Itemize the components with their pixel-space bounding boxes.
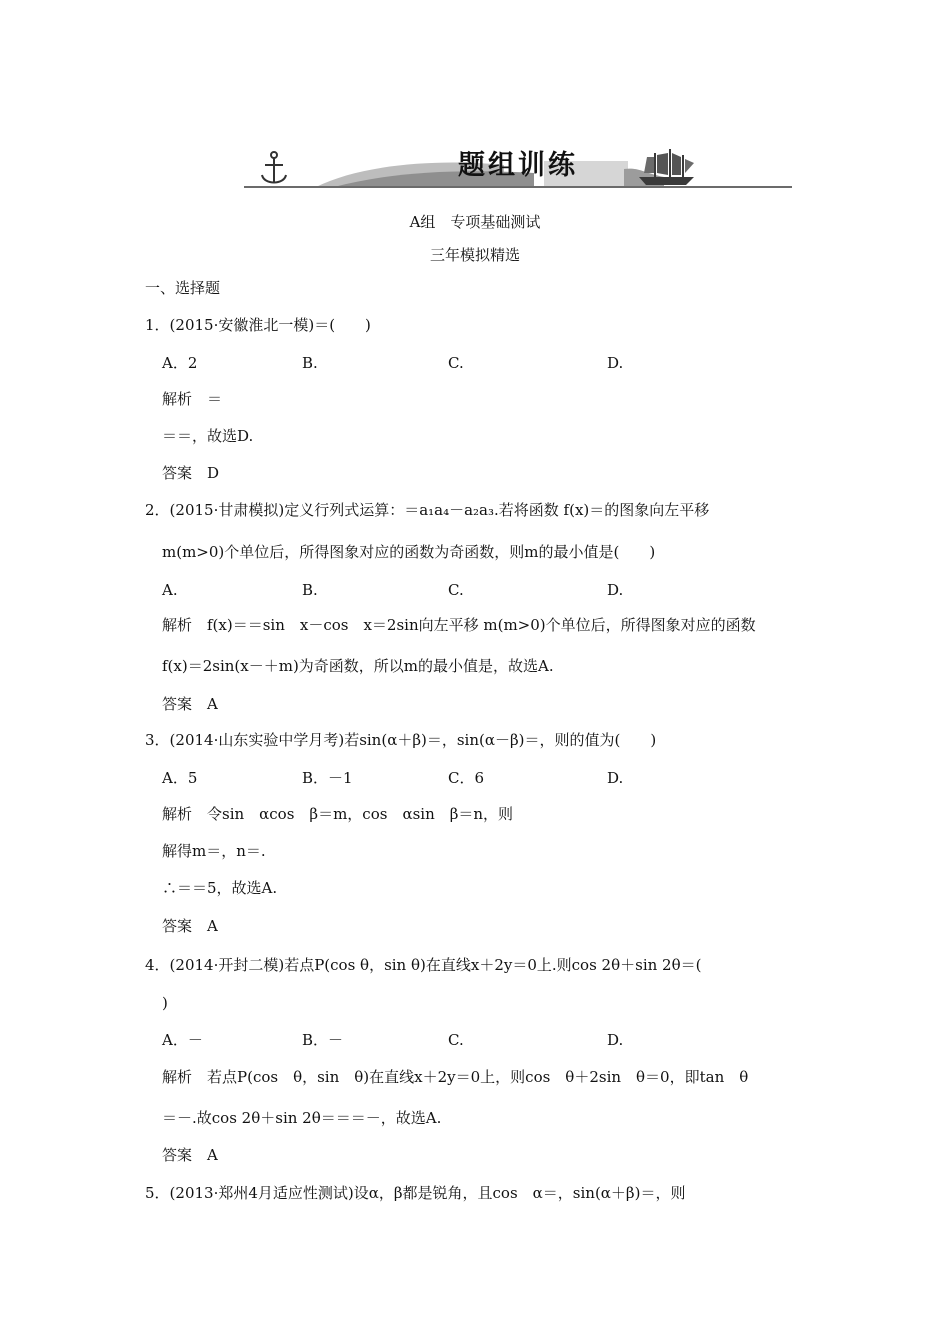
analysis-line: 解析 ＝ xyxy=(162,390,223,408)
analysis-line: ∴＝＝5，故选A. xyxy=(162,879,278,897)
group-title: A组 专项基础测试 xyxy=(409,213,541,231)
answer-line: 答案 A xyxy=(162,695,218,713)
answer-line: 答案 A xyxy=(162,917,218,935)
option-c: C. xyxy=(448,1031,464,1049)
option-d: D. xyxy=(607,1031,624,1049)
section-banner xyxy=(244,143,792,193)
analysis-line: ＝＝，故选D. xyxy=(162,427,254,445)
question-stem: 5．(2013·郑州4月适应性测试)设α，β都是锐角，且cos α＝，sin(α＋β)＝，则 xyxy=(145,1184,686,1202)
option-a: A. xyxy=(162,581,178,599)
option-a: A．－ xyxy=(162,1031,203,1049)
analysis-line: 解析 若点P(cos θ，sin θ)在直线x＋2y＝0上，则cos θ＋2sin θ＝0，即tan θ xyxy=(162,1068,749,1086)
option-b: B. xyxy=(302,581,318,599)
analysis-line: f(x)＝2sin(x－＋m)为奇函数，所以m的最小值是，故选A. xyxy=(162,657,554,675)
subtitle: 三年模拟精选 xyxy=(429,246,520,264)
option-c: C. xyxy=(448,354,464,372)
analysis-line: 解析 f(x)＝＝sin x－cos x＝2sin向左平移 m(m>0)个单位后，所得图象对应的函数 xyxy=(162,616,756,634)
option-d: D. xyxy=(607,581,624,599)
option-a: A．5 xyxy=(162,769,198,787)
question-stem: 3．(2014·山东实验中学月考)若sin(α＋β)＝，sin(α－β)＝，则的值为( ) xyxy=(145,731,657,749)
option-b: B．－ xyxy=(302,1031,344,1049)
analysis-line: 解析 令sin αcos β＝m，cos αsin β＝n，则 xyxy=(162,805,514,823)
option-c: C. xyxy=(448,581,464,599)
option-a: A．2 xyxy=(162,354,198,372)
option-c: C．6 xyxy=(448,769,485,787)
question-stem: ) xyxy=(162,994,168,1012)
question-stem: 2．(2015·甘肃模拟)定义行列式运算：＝a₁a₄－a₂a₃.若将函数 f(x)＝的图象向左平移 xyxy=(145,501,710,519)
option-d: D. xyxy=(607,354,624,372)
analysis-line: 解得m＝，n＝. xyxy=(162,842,266,860)
banner-title: 题组训练 xyxy=(458,150,578,181)
section-title: 一、选择题 xyxy=(145,279,221,297)
option-d: D. xyxy=(607,769,624,787)
answer-line: 答案 D xyxy=(162,464,220,482)
question-stem: 1．(2015·安徽淮北一模)＝( ) xyxy=(145,316,371,334)
question-stem: m(m>0)个单位后，所得图象对应的函数为奇函数，则m的最小值是( ) xyxy=(162,543,656,561)
answer-line: 答案 A xyxy=(162,1146,218,1164)
option-b: B. xyxy=(302,354,318,372)
analysis-line: ＝－.故cos 2θ＋sin 2θ＝＝＝－，故选A. xyxy=(162,1109,442,1127)
question-stem: 4．(2014·开封二模)若点P(cos θ，sin θ)在直线x＋2y＝0上.则cos 2θ＋sin 2θ＝( xyxy=(145,956,702,974)
option-b: B．－1 xyxy=(302,769,353,787)
